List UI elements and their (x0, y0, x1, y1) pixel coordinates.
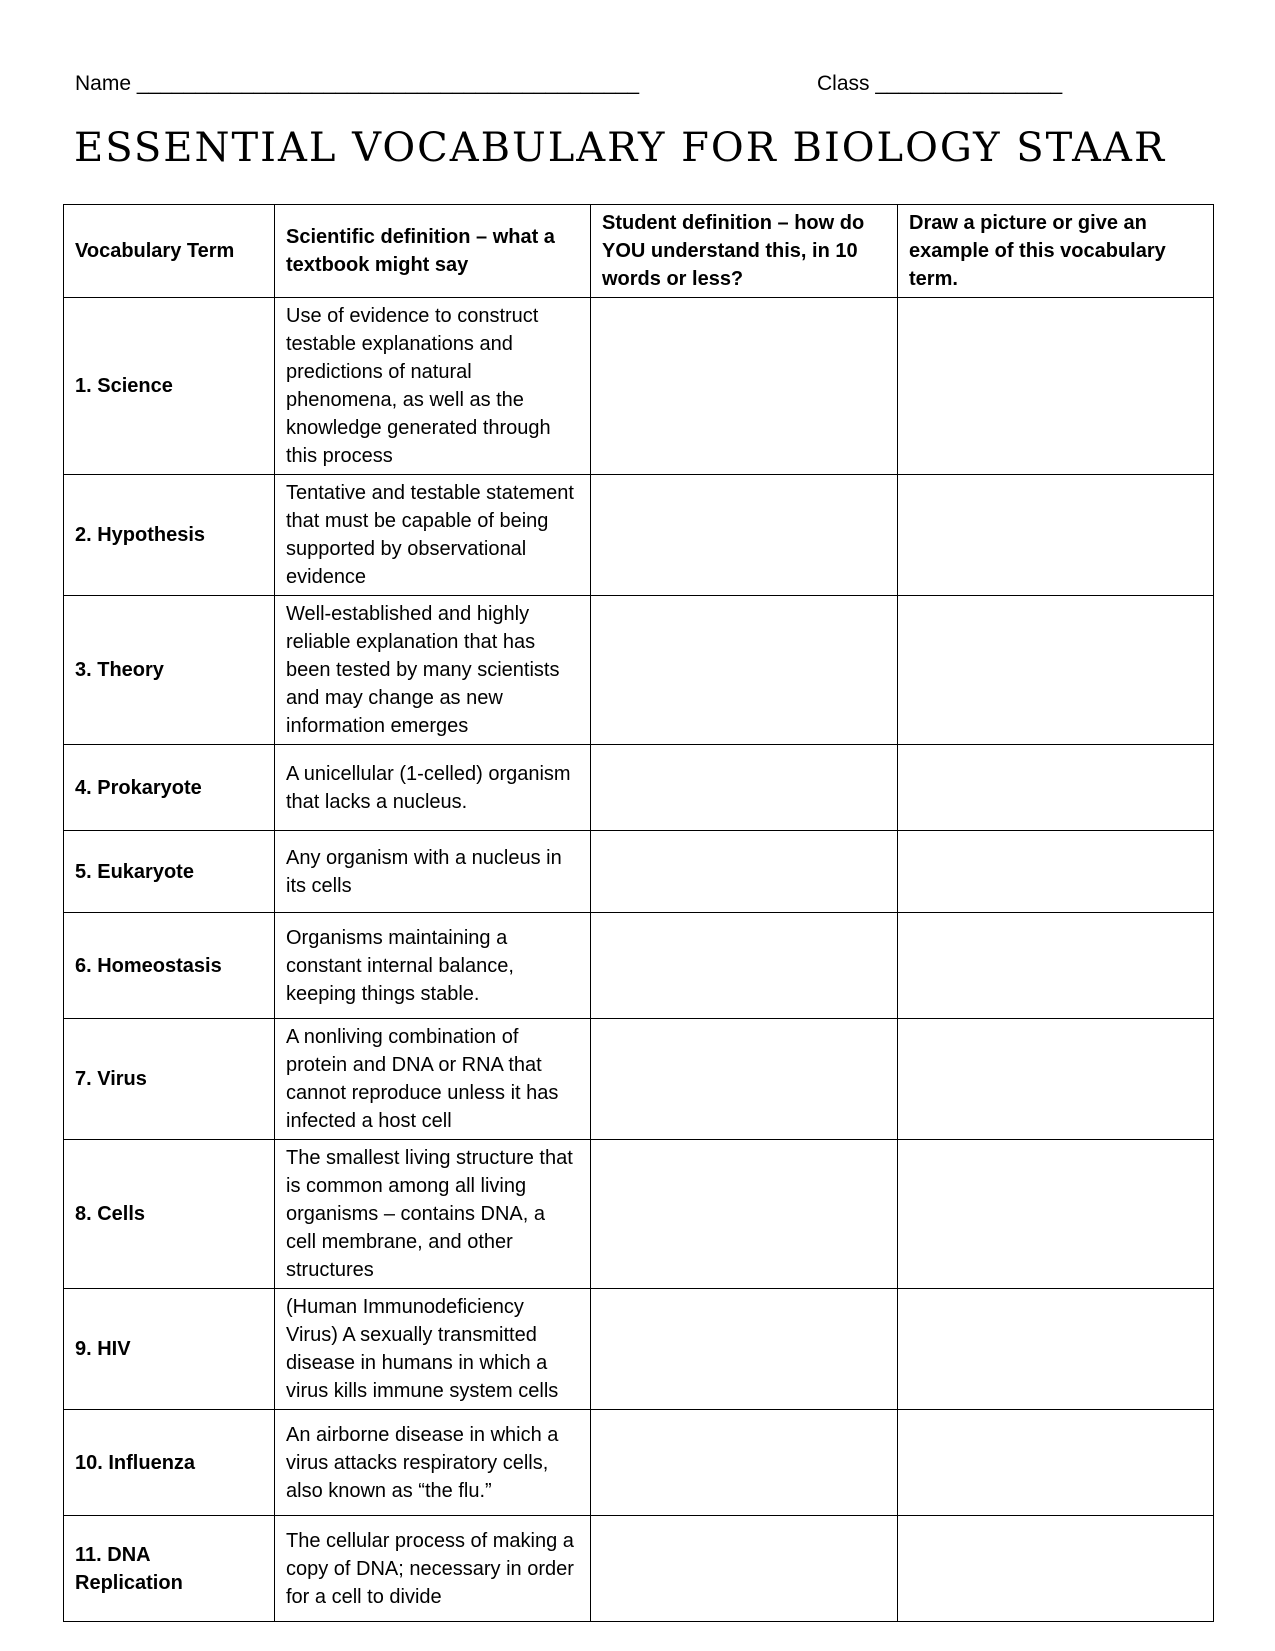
table-row (64, 596, 1214, 745)
term-cell: 5. Eukaryote (64, 831, 275, 913)
term-cell: 6. Homeostasis (64, 913, 275, 1019)
student-definition-input[interactable] (591, 1410, 898, 1516)
column-header-scientific-definition: Scientific definition – what a textbook might say (275, 205, 591, 298)
definition-cell: Tentative and testable statement that must be capable of being supported by observational evidence (275, 475, 591, 596)
definition-cell: A nonliving combination of protein and DNA or RNA that cannot reproduce unless it has infected a host cell (275, 1019, 591, 1140)
table-row (64, 1289, 1214, 1410)
picture-example-input[interactable] (898, 1410, 1214, 1516)
column-header-student-definition: Student definition – how do YOU understand this, in 10 words or less? (591, 205, 898, 298)
term-cell: 10. Influenza (64, 1410, 275, 1516)
definition-cell: Well-established and highly reliable explanation that has been tested by many scientists and may change as new information emerges (275, 596, 591, 745)
definition-cell: Any organism with a nucleus in its cells (275, 831, 591, 913)
student-definition-input[interactable] (591, 1140, 898, 1289)
picture-example-input[interactable] (898, 298, 1214, 475)
table-row (64, 475, 1214, 596)
definition-cell: A unicellular (1-celled) organism that lacks a nucleus. (275, 745, 591, 831)
table-row (64, 831, 1214, 913)
table-header-row (64, 205, 1214, 298)
page-title: ESSENTIAL VOCABULARY FOR BIOLOGY STAAR (74, 125, 1167, 171)
definition-cell: The smallest living structure that is common among all living organisms – contains DNA, a cell membrane, and other structures (275, 1140, 591, 1289)
table-row (64, 298, 1214, 475)
table-row (64, 913, 1214, 1019)
picture-example-input[interactable] (898, 831, 1214, 913)
definition-cell: Organisms maintaining a constant internal balance, keeping things stable. (275, 913, 591, 1019)
vocabulary-table (63, 204, 1214, 1622)
student-definition-input[interactable] (591, 475, 898, 596)
student-definition-input[interactable] (591, 745, 898, 831)
picture-example-input[interactable] (898, 1516, 1214, 1622)
definition-cell: (Human Immunodeficiency Virus) A sexually transmitted disease in humans in which a virus kills immune system cells (275, 1289, 591, 1410)
student-definition-input[interactable] (591, 913, 898, 1019)
column-header-picture-example: Draw a picture or give an example of this vocabulary term. (898, 205, 1214, 298)
definition-cell: The cellular process of making a copy of DNA; necessary in order for a cell to divide (275, 1516, 591, 1622)
table-row (64, 1516, 1214, 1622)
picture-example-input[interactable] (898, 1289, 1214, 1410)
student-definition-input[interactable] (591, 596, 898, 745)
picture-example-input[interactable] (898, 1140, 1214, 1289)
term-cell: 3. Theory (64, 596, 275, 745)
student-definition-input[interactable] (591, 1019, 898, 1140)
term-cell: 8. Cells (64, 1140, 275, 1289)
picture-example-input[interactable] (898, 745, 1214, 831)
term-cell: 4. Prokaryote (64, 745, 275, 831)
picture-example-input[interactable] (898, 1019, 1214, 1140)
column-header-term: Vocabulary Term (64, 205, 275, 298)
table-row (64, 1140, 1214, 1289)
term-cell: 2. Hypothesis (64, 475, 275, 596)
name-field[interactable]: Name ___________________________________________ (75, 72, 640, 95)
definition-cell: Use of evidence to construct testable explanations and predictions of natural phenomena, as well as the knowledge generated through this process (275, 298, 591, 475)
picture-example-input[interactable] (898, 475, 1214, 596)
term-cell: 1. Science (64, 298, 275, 475)
class-field[interactable]: Class ________________ (817, 72, 1063, 95)
term-cell: 11. DNA Replication (64, 1516, 275, 1622)
term-cell: 7. Virus (64, 1019, 275, 1140)
student-definition-input[interactable] (591, 298, 898, 475)
picture-example-input[interactable] (898, 913, 1214, 1019)
table-row (64, 1019, 1214, 1140)
table-row (64, 745, 1214, 831)
table-row (64, 1410, 1214, 1516)
student-definition-input[interactable] (591, 1516, 898, 1622)
definition-cell: An airborne disease in which a virus attacks respiratory cells, also known as “the flu.” (275, 1410, 591, 1516)
student-definition-input[interactable] (591, 1289, 898, 1410)
term-cell: 9. HIV (64, 1289, 275, 1410)
student-definition-input[interactable] (591, 831, 898, 913)
picture-example-input[interactable] (898, 596, 1214, 745)
